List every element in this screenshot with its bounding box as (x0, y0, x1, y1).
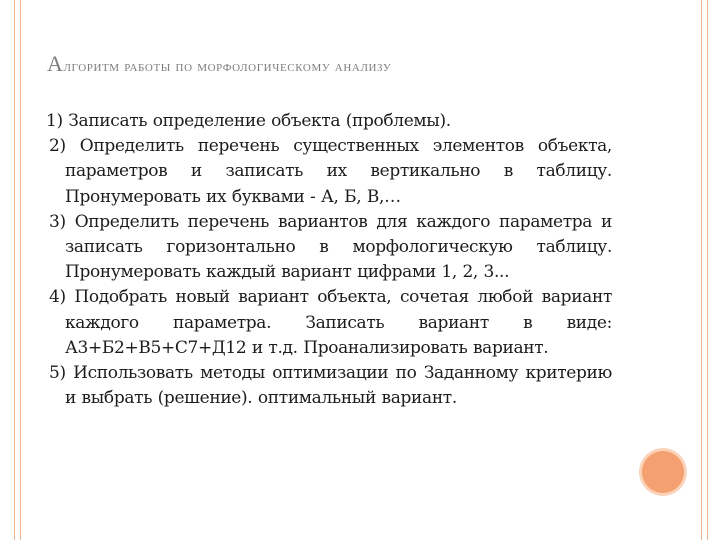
step-item: 5) Использовать методы оптимизации по Заданному критерию и выбрать (решение). оптимальный вариант. (49, 363, 612, 409)
step-item: 3) Определить перечень вариантов для каждого параметра и записать горизонтально в морфологическую таблицу. Пронумеровать каждый вариант цифрами 1, 2, 3... (49, 211, 612, 283)
left-border-line-inner (20, 0, 21, 540)
step-item: 4) Подобрать новый вариант объекта, сочетая любой вариант каждого параметра. Записать вариант в виде: А3+Б2+В5+С7+Д12 и т.д. Проанализировать вариант. (49, 287, 612, 358)
right-border-line-outer (707, 0, 708, 540)
title-rest: лгоритм работы по морфологическому анализу (63, 58, 392, 75)
step-item: 1) Записать определение объекта (проблемы). (46, 111, 451, 131)
steps-list (46, 109, 612, 411)
step-item: 2) Определить перечень существенных элементов объекта, параметров и записать их вертикально в таблицу. Пронумеровать их буквами - А, Б, В,… (49, 136, 612, 207)
decorative-circle-icon (642, 451, 684, 493)
right-border-line-inner (701, 0, 702, 540)
title-first-letter: А (47, 51, 64, 76)
left-border-line-outer (14, 0, 15, 540)
slide-title (47, 46, 647, 85)
